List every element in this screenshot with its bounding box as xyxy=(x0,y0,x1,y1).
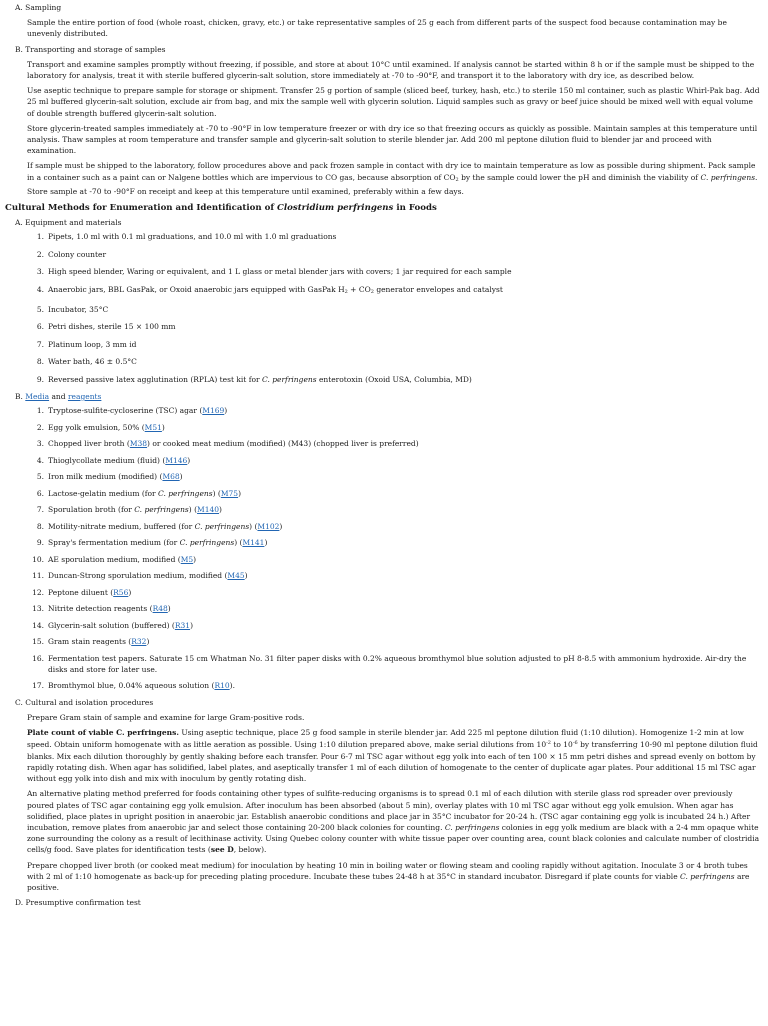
section-equipment-label: A. Equipment and materials xyxy=(15,218,122,228)
media-item: 6. Lactose-gelatin medium (for C. perfringens) (M75) xyxy=(36,488,242,498)
media-item: 17. Bromthymol blue, 0.04% aqueous solution (R10). xyxy=(32,681,235,691)
cultural-paragraph-1: Prepare Gram stain of sample and examine for large Gram-positive rods. xyxy=(27,713,305,723)
media-item: 7. Sporulation broth (for C. perfringens) (M140) xyxy=(36,505,222,515)
equipment-item: 5. Incubator, 35°C xyxy=(36,305,109,315)
equipment-item: 8. Water bath, 46 ± 0.5°C xyxy=(36,357,137,367)
equipment-item: 2. Colony counter xyxy=(36,249,107,259)
methods-heading: Cultural Methods for Enumeration and Identification of Clostridium perfringens in Foods xyxy=(5,203,437,214)
media-ref-link[interactable]: M140 xyxy=(197,505,220,515)
equipment-item: 6. Petri dishes, sterile 15 × 100 mm xyxy=(36,322,176,332)
section-sampling-label: A. Sampling xyxy=(15,3,62,12)
document xyxy=(0,2,768,1026)
media-ref-link[interactable]: M51 xyxy=(144,422,162,432)
transport-paragraph-4: If sample must be shipped to the laboratory, follow procedures above and pack frozen sample in contact with dry ice to maintain temperature as low as possible during shipment. Pack sample in a container such as a paint can or Nalgene bottles which are impervious to CO gas, because absorption of $CO_2$ by the sample could lower the pH and diminish the viability of C. perfringens. Store sample at -70 to -90°F on receipt and keep at this temperature until examined, preferably within a few days. xyxy=(27,161,758,196)
media-item: 2. Egg yolk emulsion, 50% (M51) xyxy=(36,422,165,432)
transport-paragraph-1: Transport and examine samples promptly without freezing, if possible, and store at about 10°C until examined. If analysis cannot be started within 8 h or if the sample must be shipped to the laboratory for analysis, treat it with sterile buffered glycerin-salt solution, store immediately at -70 to -90°F, and transport it to the laboratory with dry ice, as described below. xyxy=(27,59,755,81)
media-item: 4. Thioglycollate medium (fluid) (M146) xyxy=(36,455,191,465)
cultural-paragraph-2: Plate count of viable C. perfringens. Using aseptic technique, place 25 g food sample in sterile blender jar. Add 225 ml peptone dilution fluid (1:10 dilution). Homogenize 1-2 min at low speed. Obtain uniform homogenate with as little aeration as possible. Using 1:10 dilution prepared above, make serial dilutions from $10^{-2}$ to $10^{-6}$ by transferring 10-90 ml peptone dilution fluid blanks. Mix each dilution thoroughly by gently shaking before each transfer. Pour 6-7 ml TSC agar without egg yolk into each of ten 100 × 15 mm petri dishes and spread evenly on bottom by rapidly rotating dish. When agar has solidified, label plates, and aseptically transfer 1 ml of each dilution of homogenate to the center of duplicate agar plates. Pour additional 15 ml TSC agar without egg yolk into dish and mix with inoculum by gently rotating dish. xyxy=(27,728,758,784)
media-item: 5. Iron milk medium (modified) (M68) xyxy=(36,472,183,482)
media-ref-link[interactable]: M5 xyxy=(180,554,194,564)
media-ref-link[interactable]: R10 xyxy=(214,681,230,691)
media-item: 3. Chopped liver broth (M38) or cooked meat medium (modified) (M43) (chopped liver is preferred) xyxy=(36,439,419,449)
media-ref-link[interactable]: M141 xyxy=(242,538,265,548)
section-media-label: B. Media and reagents xyxy=(15,391,102,401)
section-transport-label: B. Transporting and storage of samples xyxy=(15,44,166,54)
media-item: 9. Spray's fermentation medium (for C. perfringens) (M141) xyxy=(36,538,268,548)
media-item: 10. AE sporulation medium, modified (M5) xyxy=(32,554,197,564)
equipment-list xyxy=(0,231,768,384)
media-item: 12. Peptone diluent (R56) xyxy=(32,587,132,597)
media-link[interactable]: Media xyxy=(25,391,50,401)
cultural-paragraph-4: Prepare chopped liver broth (or cooked meat medium) for inoculation by heating 10 min in boiling water or flowing steam and cooling rapidly without agitation. Inoculate 3 or 4 broth tubes with 2 ml of 1:10 homogenate as back-up for preceding plating procedure. Incubate these tubes 24-48 h at 35°C in standard incubator. Disregard if plate counts for viable C. perfringens are positive. xyxy=(27,860,750,892)
media-ref-link[interactable]: R56 xyxy=(113,587,129,597)
reagents-link[interactable]: reagents xyxy=(67,391,102,401)
media-ref-link[interactable]: R31 xyxy=(174,620,191,630)
equipment-item: 9. Reversed passive latex agglutination (RPLA) test kit for C. perfringens enterotoxin (Oxoid USA, Columbia, MD) xyxy=(36,374,472,384)
media-ref-link[interactable]: M102 xyxy=(257,521,280,531)
equipment-item: 3. High speed blender, Waring or equivalent, and 1 L glass or metal blender jars with covers; 1 jar required for each sample xyxy=(36,267,512,277)
media-ref-link[interactable]: R32 xyxy=(131,637,147,647)
media-item: 13. Nitrite detection reagents (R48) xyxy=(32,604,171,614)
section-presumptive-label: D. Presumptive confirmation test xyxy=(15,898,141,908)
media-ref-link[interactable]: M45 xyxy=(227,571,245,581)
media-ref-link[interactable]: M169 xyxy=(202,406,225,416)
media-ref-link[interactable]: R48 xyxy=(152,604,168,614)
media-item: 15. Gram stain reagents (R32) xyxy=(32,637,150,647)
equipment-item: 4. Anaerobic jars, BBL GasPak, or Oxoid anaerobic jars equipped with GasPak $H_2 + CO_2$ generator envelopes and catalyst xyxy=(36,284,503,295)
media-ref-link[interactable]: M68 xyxy=(162,472,180,482)
media-item: 16. Fermentation test papers. Saturate 15 cm Whatman No. 31 filter paper disks with 0.2% aqueous bromthymol blue solution adjusted to pH 8-8.5 with ammonium hydroxide. Air-dry the disks and store for later use. xyxy=(32,653,747,674)
media-item: 1. Tryptose-sulfite-cycloserine (TSC) agar (M169) xyxy=(36,406,228,416)
equipment-item: 7. Platinum loop, 3 mm id xyxy=(36,339,137,349)
sampling-text: Sample the entire portion of food (whole roast, chicken, gravy, etc.) or take representative samples of 25 g each from different parts of the suspect food because contamination may be unevenly distributed. xyxy=(27,18,727,39)
cultural-paragraph-3: An alternative plating method preferred for foods containing other types of sulfite-reducing organisms is to spread 0.1 ml of each dilution with sterile glass rod spreader over previously poured plates of TSC agar containing egg yolk emulsion. After inoculum has been absorbed (about 5 min), overlay plates with 10 ml TSC agar without egg yolk emulsion. When agar has solidified, place plates in upright position in anaerobic jar. Establish anaerobic conditions and place jar in 35°C incubator for 20-24 h. (TSC agar containing egg yolk is incubated 24 h.) After incubation, remove plates from anaerobic jar and select those containing 20-200 black colonies for counting. C. perfringens colonies in egg yolk medium are black with a 2-4 mm opaque white zone surrounding the colony as a result of lecithinase activity. Using Quebec colony counter with white tissue paper over counting area, count black colonies and calculate number of clostridia cells/g food. Save plates for identification tests (see D, below). xyxy=(27,789,760,855)
media-item: 8. Motility-nitrate medium, buffered (for C. perfringens) (M102) xyxy=(36,521,283,531)
media-ref-link[interactable]: M146 xyxy=(165,455,188,465)
media-list xyxy=(0,405,768,691)
media-ref-link[interactable]: M38 xyxy=(129,439,148,449)
media-item: 11. Duncan-Strong sporulation medium, modified (M45) xyxy=(32,571,248,581)
transport-paragraph-2: Use aseptic technique to prepare sample for storage or shipment. Transfer 25 g portion of sample (sliced beef, turkey, hash, etc.) to sterile 150 ml container, such as plastic Whirl-Pak bag. Add 25 ml buffered glycerin-salt solution, exclude air from bag, and mix the sample well with glycerin solution. Liquid samples such as gravy or beef juice should be mixed well with equal volume of double strength buffered glycerin-salt solution. xyxy=(27,86,760,118)
media-item: 14. Glycerin-salt solution (buffered) (R31) xyxy=(32,620,193,630)
section-cultural-label: C. Cultural and isolation procedures xyxy=(15,697,154,707)
media-ref-link[interactable]: M75 xyxy=(220,488,239,498)
equipment-item: 1. Pipets, 1.0 ml with 0.1 ml graduations, and 10.0 ml with 1.0 ml graduations xyxy=(36,232,337,242)
transport-paragraph-3: Store glycerin-treated samples immediately at -70 to -90°F in low temperature freezer or with dry ice so that freezing occurs as quickly as possible. Maintain samples at this temperature until analysis. Thaw samples at room temperature and transfer sample and glycerin-salt solution to sterile blender jar. Add 200 ml peptone dilution fluid to blender jar and proceed with examination. xyxy=(27,123,758,156)
